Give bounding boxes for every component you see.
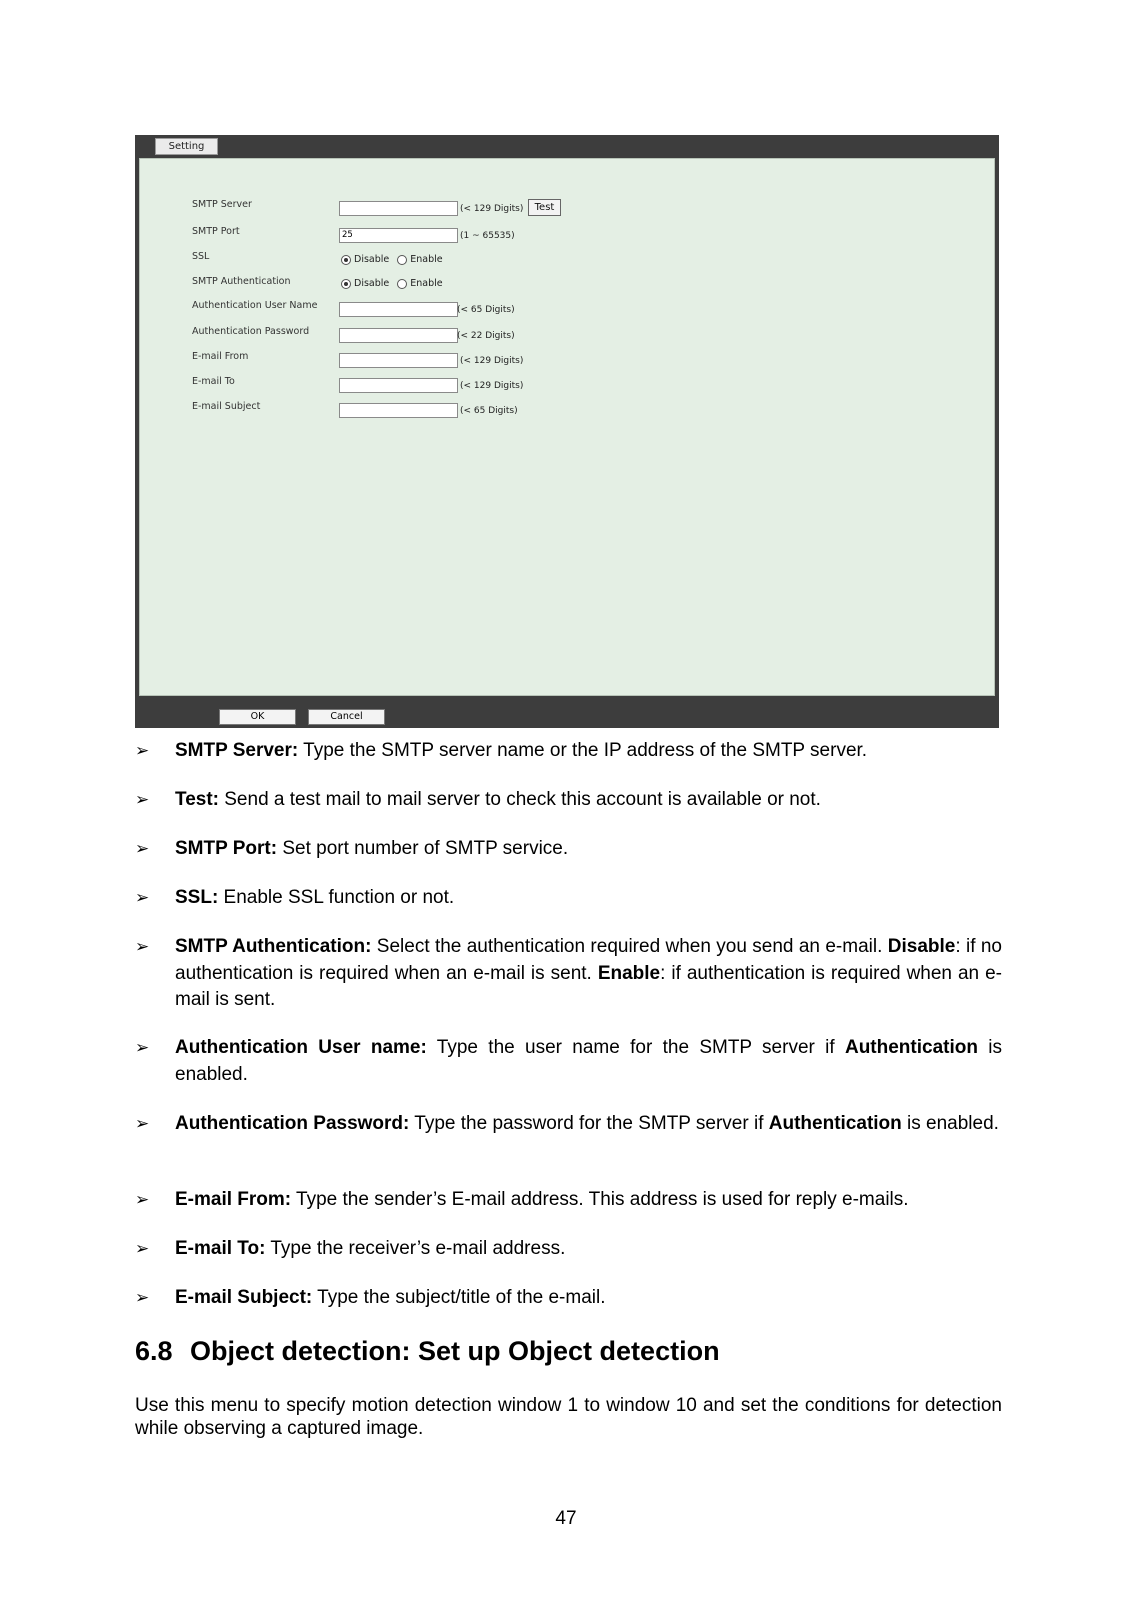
bullet-smtp-authentication	[135, 934, 1002, 1014]
bullet-arrow-icon: ➢	[135, 888, 150, 908]
bullet-term: SMTP Authentication:	[175, 936, 372, 957]
bullet-text: : if authentication is required when an e-mail is sent.	[175, 962, 1002, 1010]
section-heading	[135, 1336, 720, 1367]
test-button[interactable]: Test	[528, 199, 561, 216]
ok-button[interactable]: OK	[219, 709, 296, 725]
email-subject-hint: (< 65 Digits)	[460, 406, 518, 416]
section-number: 6.8	[135, 1336, 173, 1366]
bullet-text: Enable SSL function or not.	[218, 887, 455, 908]
bullet-email-subject	[135, 1285, 1002, 1312]
bullet-text: Type the user name for the SMTP server if	[426, 1037, 845, 1058]
bullet-term: Authentication User name:	[175, 1037, 427, 1058]
smtp-auth-enable-label: Enable	[410, 278, 443, 289]
bullet-term: SSL:	[175, 887, 219, 908]
email-subject-label: E-mail Subject	[192, 401, 261, 412]
bullet-test	[135, 787, 1002, 814]
bullet-term: SMTP Server:	[175, 740, 299, 761]
smtp-server-label: SMTP Server	[192, 199, 252, 210]
bullet-term-disable: Disable	[887, 936, 956, 957]
email-to-hint: (< 129 Digits)	[460, 381, 524, 391]
ssl-label: SSL	[192, 251, 210, 262]
ssl-disable-label: Disable	[354, 254, 390, 265]
smtp-auth-enable-radio[interactable]	[397, 279, 407, 289]
bullet-auth-password	[135, 1111, 1002, 1138]
bullet-term-authentication: Authentication	[844, 1037, 978, 1058]
bullet-email-to	[135, 1236, 1002, 1263]
email-from-label: E-mail From	[192, 351, 249, 362]
email-subject-input[interactable]	[339, 403, 458, 418]
email-to-input[interactable]	[339, 378, 458, 393]
tab-setting[interactable]: Setting	[155, 138, 218, 155]
smtp-auth-disable-radio[interactable]	[341, 279, 351, 289]
bullet-text: Type the subject/title of the e-mail.	[312, 1287, 606, 1308]
bullet-term: E-mail Subject:	[175, 1287, 313, 1308]
bullet-term: Authentication Password:	[175, 1113, 410, 1134]
bullet-arrow-icon: ➢	[135, 1190, 150, 1210]
ssl-radio-group	[341, 254, 443, 265]
bullet-text: Send a test mail to mail server to check this account is available or not.	[218, 789, 821, 810]
smtp-auth-label: SMTP Authentication	[192, 276, 291, 287]
bullet-arrow-icon: ➢	[135, 1038, 150, 1058]
email-from-hint: (< 129 Digits)	[460, 356, 524, 366]
bullet-arrow-icon: ➢	[135, 1114, 150, 1134]
bullet-text: Type the sender’s E-mail address. This address is used for reply e-mails.	[291, 1189, 909, 1210]
bullet-term-enable: Enable	[597, 962, 661, 984]
bullet-term: E-mail To:	[175, 1238, 266, 1259]
smtp-port-label: SMTP Port	[192, 226, 240, 237]
bullet-auth-user-name	[135, 1035, 1002, 1088]
bullet-arrow-icon: ➢	[135, 741, 150, 761]
smtp-server-input[interactable]	[339, 201, 458, 216]
bullet-text: is enabled.	[175, 1037, 1002, 1085]
section-paragraph: Use this menu to specify motion detection window 1 to window 10 and set the conditions for detection while observing a captured image.	[135, 1395, 1002, 1439]
auth-user-name-label: Authentication User Name	[192, 300, 318, 311]
bullet-text: : if no authentication is required when an e-mail is sent.	[175, 936, 1002, 984]
bullet-smtp-server	[135, 738, 1002, 765]
bullet-arrow-icon: ➢	[135, 1239, 150, 1259]
bullet-smtp-port	[135, 836, 1002, 863]
smtp-port-input[interactable]: 25	[339, 228, 458, 243]
bullet-text: Select the authentication required when you send an e-mail.	[371, 936, 888, 957]
auth-user-name-hint: (< 65 Digits)	[457, 305, 515, 315]
email-to-label: E-mail To	[192, 376, 235, 387]
bullet-term: E-mail From:	[175, 1189, 292, 1210]
auth-password-hint: (< 22 Digits)	[457, 331, 515, 341]
bullet-arrow-icon: ➢	[135, 839, 150, 859]
bullet-email-from	[135, 1187, 1002, 1214]
bullet-text: Type the receiver’s e-mail address.	[265, 1238, 566, 1259]
bullet-term-authentication: Authentication	[768, 1113, 902, 1134]
bullet-arrow-icon: ➢	[135, 1288, 150, 1308]
auth-password-input[interactable]	[339, 328, 458, 343]
ssl-enable-label: Enable	[410, 254, 443, 265]
auth-user-name-input[interactable]	[339, 302, 458, 317]
cancel-button[interactable]: Cancel	[308, 709, 385, 725]
bullet-term: Test:	[175, 789, 219, 810]
smtp-settings-form	[139, 158, 995, 696]
ssl-enable-radio[interactable]	[397, 255, 407, 265]
bullet-text: is enabled.	[901, 1113, 999, 1134]
bullet-term: SMTP Port:	[175, 838, 278, 859]
smtp-auth-radio-group	[341, 278, 443, 289]
email-from-input[interactable]	[339, 353, 458, 368]
smtp-server-hint: (< 129 Digits)	[460, 204, 524, 214]
bullet-text: Set port number of SMTP service.	[277, 838, 569, 859]
section-title: Object detection: Set up Object detection	[190, 1336, 720, 1366]
bullet-arrow-icon: ➢	[135, 937, 150, 957]
bullet-arrow-icon: ➢	[135, 790, 150, 810]
smtp-auth-disable-label: Disable	[354, 278, 390, 289]
auth-password-label: Authentication Password	[192, 326, 310, 337]
smtp-port-hint: (1 ~ 65535)	[460, 231, 515, 241]
bullet-ssl	[135, 885, 1002, 912]
bullet-text: Type the SMTP server name or the IP address of the SMTP server.	[298, 740, 868, 761]
ssl-disable-radio[interactable]	[341, 255, 351, 265]
page-number: 47	[555, 1508, 577, 1529]
settings-screenshot	[135, 135, 999, 728]
bullet-text: Type the password for the SMTP server if	[409, 1113, 769, 1134]
